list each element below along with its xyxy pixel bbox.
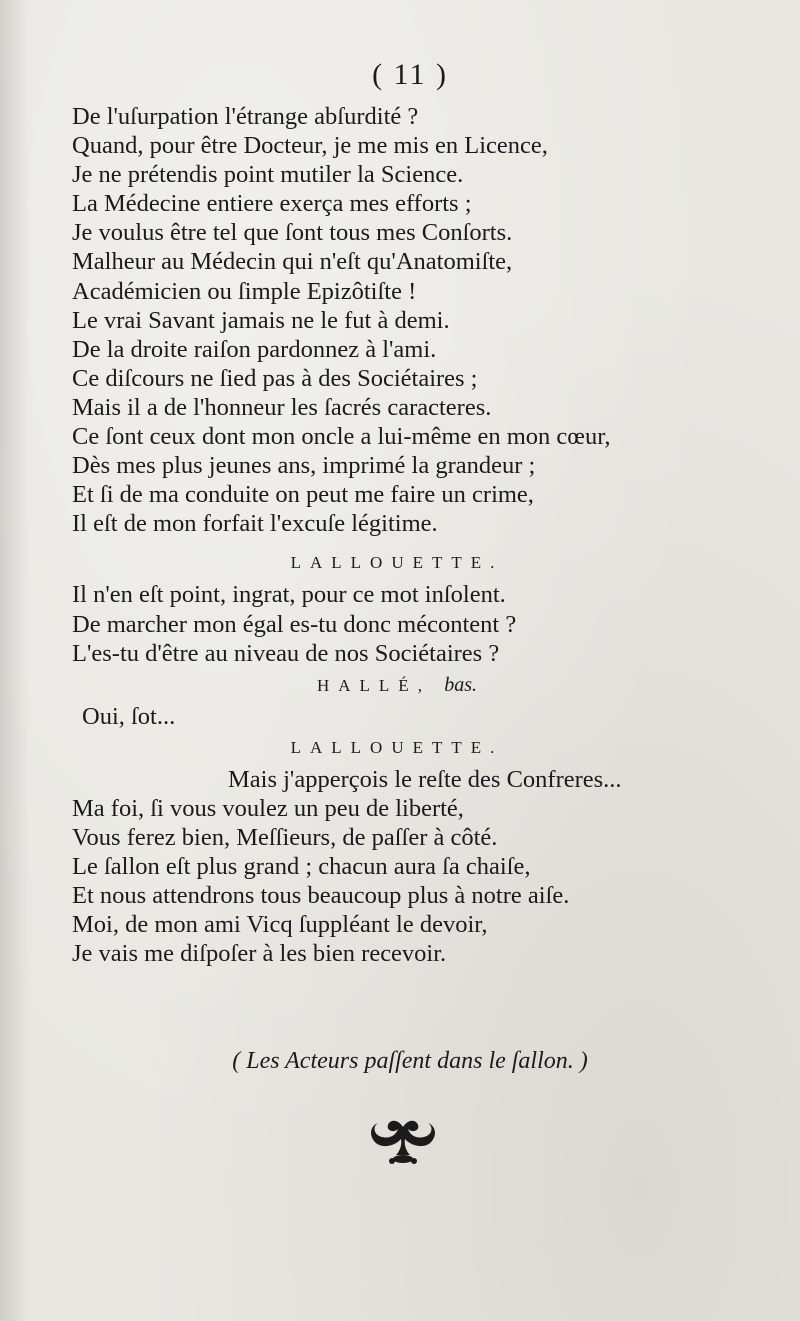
speaker-heading-lallouette-2: LALLOUETTE. (290, 737, 504, 757)
verse-line-halle: Oui, ſot... (82, 702, 176, 730)
verse-line-lallouette-2: De marcher mon égal es-tu donc mécontent ? (72, 610, 517, 638)
verse-line-12: Ce ſont ceux dont mon oncle a lui-même en mon cœur, (72, 423, 611, 451)
speaker-heading-halle (72, 668, 722, 702)
verse-line-lallouette-2-2: Vous ferez bien, Meſſieurs, de paſſer à côté. (72, 823, 498, 851)
verse-line-lallouette-2-6: Je vais me diſpoſer à les bien recevoir. (72, 940, 447, 968)
verse-line-lallouette-3: L'es-tu d'être au niveau de nos Sociétaires ? (72, 639, 500, 667)
verse-line-15: Il eſt de mon forfait l'excuſe légitime. (72, 510, 438, 538)
verse-line-lallouette-2-4: Et nous attendrons tous beaucoup plus à notre aiſe. (72, 882, 570, 910)
verse-line-14: Et ſi de ma conduite on peut me faire un crime, (72, 481, 534, 509)
verse-line-continued: Mais j'apperçois le reſte des Confreres... (228, 765, 622, 793)
verse-text (72, 102, 722, 968)
verse-line-13: Dès mes plus jeunes ans, imprimé la grandeur ; (72, 452, 536, 480)
verse-line-4: La Médecine entiere exerça mes efforts ; (72, 190, 472, 218)
stage-direction: ( Les Acteurs paſſent dans le ſallon. ) (232, 1048, 588, 1074)
verse-line-7: Académicien ou ſimple Epizôtiſte ! (72, 277, 417, 305)
verse-line-10: Ce diſcours ne ſied pas à des Sociétaires ; (72, 364, 478, 392)
verse-line-8: Le vrai Savant jamais ne le fut à demi. (72, 306, 450, 334)
verse-line-lallouette-1: Il n'en eſt point, ingrat, pour ce mot inſolent. (72, 581, 506, 609)
verse-line-6: Malheur au Médecin qui n'eſt qu'Anatomiſte, (72, 248, 513, 276)
verse-group-lallouette (72, 580, 722, 667)
verse-line-2: Quand, pour être Docteur, je me mis en Licence, (72, 132, 548, 160)
verse-line-5: Je voulus être tel que ſont tous mes Conſorts. (72, 219, 513, 247)
verse-group-lallouette-2 (72, 794, 722, 969)
verse-line-1: De l'uſurpation l'étrange abſurdité ? (72, 103, 419, 130)
page-number: ( 11 ) (372, 58, 448, 91)
verse-line-11: Mais il a de l'honneur les ſacrés caracteres. (72, 393, 492, 421)
verse-line-lallouette-2-5: Moi, de mon ami Vicq ſuppléant le devoir, (72, 911, 488, 939)
verse-line-lallouette-2-1: Ma foi, ſi vous voulez un peu de liberté, (72, 794, 464, 822)
speaker-name-halle: HALLÉ, (316, 675, 431, 695)
verse-line-9: De la droite raiſon pardonnez à l'ami. (72, 335, 437, 363)
verse-line-lallouette-2-3: Le ſallon eſt plus grand ; chacun aura ſa chaiſe, (72, 853, 531, 881)
speaker-aside: bas. (444, 673, 477, 696)
verse-line-3: Je ne prétendis point mutiler la Science. (72, 161, 464, 189)
speaker-heading-lallouette: LALLOUETTE. (290, 553, 504, 573)
page-gutter-shadow (0, 0, 30, 1321)
verse-group-before (72, 102, 722, 538)
fleuron-ornament-icon (368, 1117, 438, 1167)
